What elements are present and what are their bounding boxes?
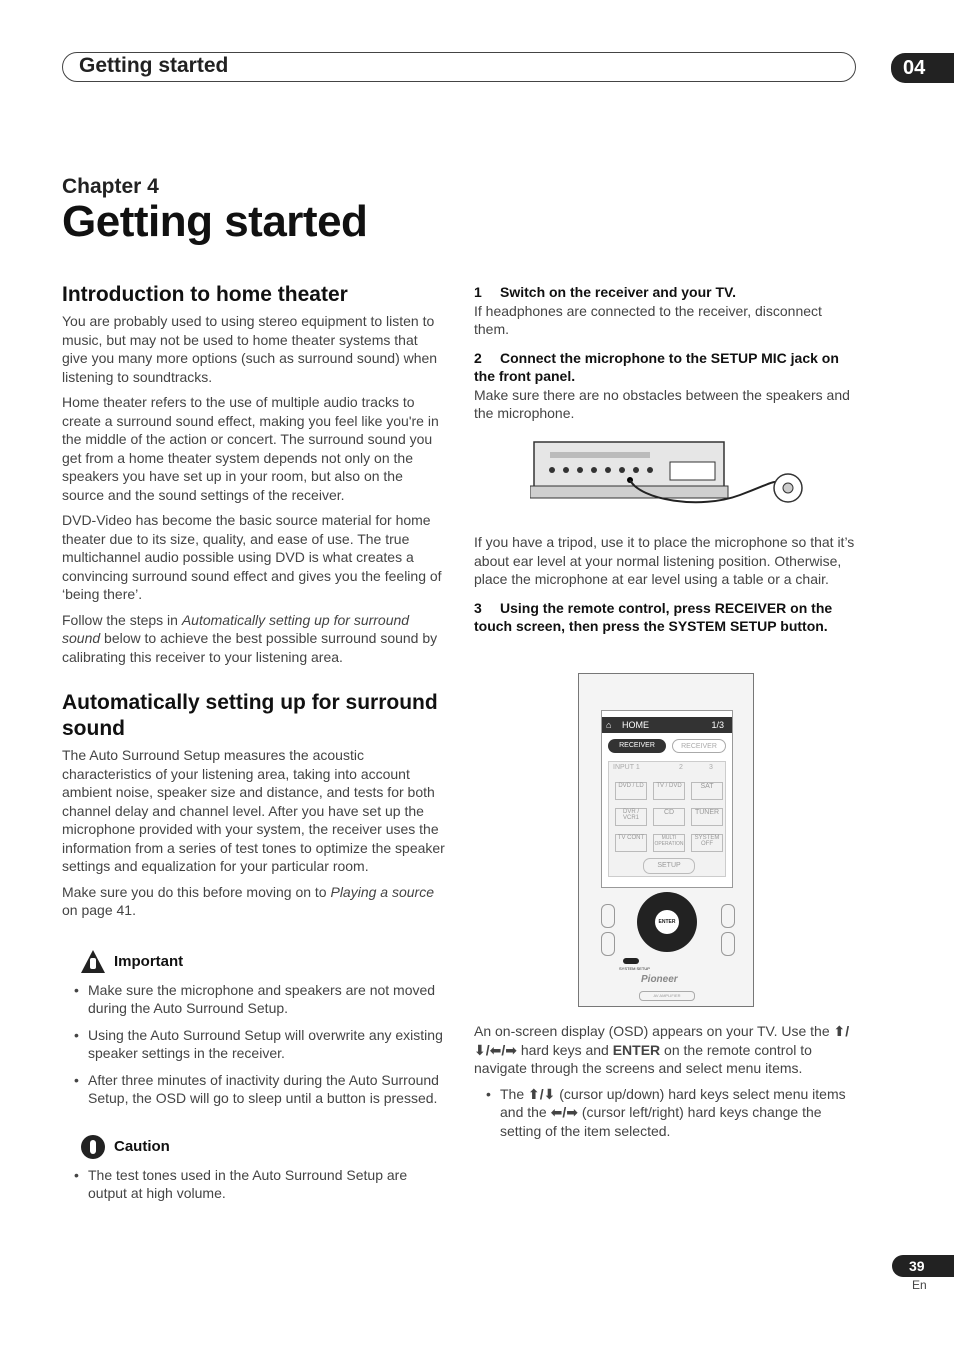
caution-list <box>62 1166 446 1203</box>
key-sat: SAT <box>691 782 723 800</box>
list-item: • The test tones used in the Auto Surround Setup are output at high volume. <box>62 1166 446 1203</box>
list-item: • After three minutes of inactivity during the Auto Surround Setup, the OSD will go to sleep until a button is pressed. <box>62 1071 446 1108</box>
step-2-title: 2 Connect the microphone to the SETUP MIC jack on the front panel. <box>474 349 839 384</box>
step-2-body: Make sure there are no obstacles between the speakers and the microphone. <box>474 386 850 421</box>
receiver-off-button: RECEIVER <box>672 739 726 753</box>
chapter-title: Getting started <box>62 197 368 246</box>
step-3-title: 3 Using the remote control, press RECEIVER on the touch screen, then press the SYSTEM SETUP button. <box>474 599 833 634</box>
channel-down-button <box>601 932 615 956</box>
volume-up-button <box>721 904 735 928</box>
system-setup-label: SYSTEM SETUP <box>619 966 650 971</box>
input-3-tab: 3 <box>709 764 713 771</box>
auto-heading: Automatically setting up for surround sound <box>62 691 438 740</box>
volume-down-button <box>721 932 735 956</box>
xref-auto-setup: Automatically setting up for surround sound <box>62 611 410 646</box>
input-1-tab: INPUT 1 <box>613 764 640 771</box>
receiver-microphone-illustration <box>530 440 810 510</box>
remote-home-bar: ⌂ HOME 1/3 <box>602 717 732 733</box>
key-multi-operation: MULTI OPERATION <box>653 834 685 852</box>
caution-title: Caution <box>114 1138 170 1155</box>
model-label: AV AMPLIFIER <box>639 991 695 1001</box>
key-dvr: DVR / VCR1 <box>615 808 647 826</box>
auto-paragraph-2: Make sure you do this before moving on to Playing a source on page 41. <box>62 883 434 918</box>
key-tv: TV / DVD <box>653 782 685 800</box>
system-setup-button <box>623 958 639 964</box>
intro-paragraph-2: Home theater refers to the use of multiple audio tracks to create a surround sound effect, making you feel like you're in the middle of the action or concert. The surround sound you get from a home theater system depends not only on the speakers you have set up in your room, but also on the source and the sound settings of the receiver. <box>62 394 439 503</box>
page-number: 39 <box>892 1255 954 1277</box>
channel-up-button <box>601 904 615 928</box>
receiver-on-button: RECEIVER <box>608 739 666 753</box>
intro-heading: Introduction to home theater <box>62 283 348 306</box>
left-column <box>62 282 446 1211</box>
important-title: Important <box>114 953 184 970</box>
key-setup: SETUP <box>643 858 695 874</box>
list-item: • Make sure the microphone and speakers are not moved during the Auto Surround Setup. <box>62 981 446 1018</box>
chapter-label: Chapter 4 <box>62 175 159 198</box>
osd-list <box>474 1085 858 1141</box>
caution-hand-icon <box>80 1134 106 1160</box>
arrow-keys-icon: ⬆/⬇/⬅/➡ <box>474 1023 850 1058</box>
xref-playing-source: Playing a source <box>330 883 434 900</box>
tripod-paragraph: If you have a tripod, use it to place the microphone so that it’s about ear level at your normal listening position. Otherwise, place the microphone at ear level using a table or a chair. <box>474 534 855 587</box>
important-header <box>80 949 446 975</box>
intro-paragraph-4: Follow the steps in Automatically setting up for surround sound below to achieve the best possible surround sound by calibrating this receiver to your listening area. <box>62 611 438 665</box>
left-right-arrows-icon: ⬅/➡ <box>550 1104 578 1120</box>
list-item: • Using the Auto Surround Setup will overwrite any existing speaker settings in the receiver. <box>62 1026 446 1063</box>
important-list <box>62 981 446 1108</box>
warning-hand-icon <box>80 949 106 975</box>
step-1-title: 1 Switch on the receiver and your TV. <box>474 284 736 300</box>
input-2-tab: 2 <box>679 764 683 771</box>
step-1-body: If headphones are connected to the receiver, disconnect them. <box>474 302 822 337</box>
key-cd: CD <box>653 808 685 826</box>
key-dvd: DVD / LD <box>615 782 647 800</box>
osd-paragraph: An on-screen display (OSD) appears on your TV. Use the ⬆/⬇/⬅/➡ hard keys and ENTER on the remote control to navigate through the screens and select menu items. <box>474 1023 850 1076</box>
home-icon: ⌂ <box>606 720 612 730</box>
caution-header <box>80 1134 446 1160</box>
auto-paragraph-1: The Auto Surround Setup measures the acoustic characteristics of your listening area, taking into account ambient noise, speaker size and distance, and tests for both channel delay and channel level. After you have set up the microphone provided with your system, the receiver uses the information from a series of test tones to optimize the speaker settings and equalization for your particular room. <box>62 747 445 874</box>
intro-paragraph-1: You are probably used to using stereo equipment to listen to music, but may not be used to home theater systems that give you many more options (such as surround sound) when listening to soundtracks. <box>62 313 438 385</box>
right-column-lower <box>474 533 858 636</box>
list-item: • The ⬆/⬇ (cursor up/down) hard keys select menu items and the ⬅/➡ (cursor left/right) hard keys change the setting of the item selected. <box>474 1085 858 1141</box>
remote-control-illustration <box>578 673 754 1007</box>
chapter-badge: 04 <box>891 53 954 83</box>
intro-paragraph-3: DVD-Video has become the basic source material for home theater due to its size, quality, and ease of use. The true multichannel audio possible using DVD is what creates a convincing surround sound effect and gives you the feeling of ‘being there’. <box>62 512 442 602</box>
pioneer-logo: Pioneer <box>641 974 678 985</box>
key-system-off: SYSTEM OFF <box>691 834 723 852</box>
key-tuner: TUNER <box>691 808 723 826</box>
remote-keypad <box>608 761 726 877</box>
page-language: En <box>912 1278 927 1292</box>
up-down-arrows-icon: ⬆/⬇ <box>528 1085 556 1102</box>
header-title: Getting started <box>79 54 229 77</box>
key-tv-cont: TV CONT <box>615 834 647 852</box>
right-column <box>474 283 858 430</box>
remote-touch-screen <box>601 710 733 888</box>
enter-button: ENTER <box>655 910 679 934</box>
osd-section <box>474 1022 858 1148</box>
